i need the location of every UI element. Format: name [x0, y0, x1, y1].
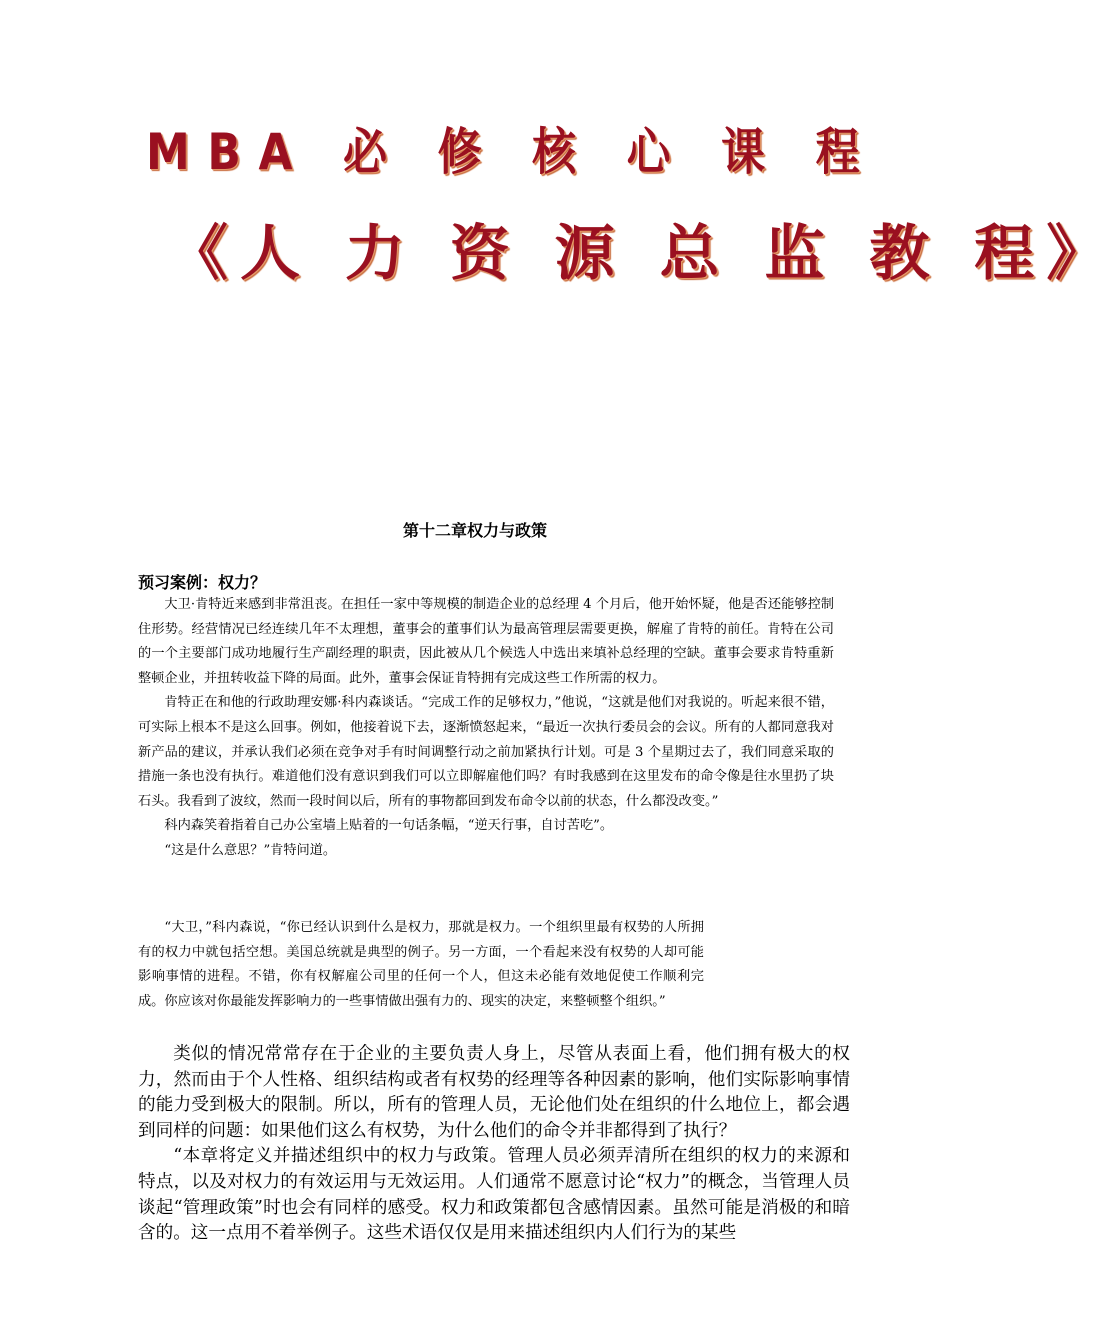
case-paragraph: 大卫·肯特近来感到非常沮丧。在担任一家中等规模的制造企业的总经理 4 个月后，他开始怀疑，他是否还能够控制住形势。经营情况已经连续几年不太理想，董事会的董事们认为最高管理层需要更换，解雇了肯特的前任。肯特在公司的一个主要部门成功地履行生产副经理的职责，因此被从几个候选人中选出来填补总经理的空缺。董事会要求肯特重新整顿企业，并扭转收益下降的局面。此外，董事会保证肯特拥有完成这些工作所需的权力。 — [138, 597, 834, 686]
body-paragraph: “本章将定义并描述组织中的权力与政策。管理人员必须弄清所在组织的权力的来源和特点，以及对权力的有效运用与无效运用。人们通常不愿意讨论“权力”的概念，当管理人员谈起“管理政策”时也会有同样的感受。权力和政策都包含感情因素。虽然可能是消极的和暗含的。这一点用不着举例子。这些术语仅仅是用来描述组织内人们行为的某些 — [138, 1146, 850, 1244]
case-title: 预习案例：权力？ — [138, 573, 267, 592]
case-study-text — [138, 593, 834, 864]
case-quote-text — [138, 916, 704, 1014]
case-paragraph: “这是什么意思？”肯特问道。 — [164, 842, 337, 858]
case-paragraph: 肯特正在和他的行政助理安娜·科内森谈话。“完成工作的足够权力，”他说，“这就是他们对我说的。听起来很不错，可实际上根本不是这么回事。例如，他接着说下去，逐渐愤怒起来，“最近一次执行委员会的会议。所有的人都同意我对新产品的建议，并承认我们必须在竞争对手有时间调整行动之前加紧执行计划。可是 3 个星期过去了，我们同意采取的措施一条也没有执行。难道他们没有意识到我们可以立即解雇他们吗？有时我感到在这里发布的命令像是往水里扔了块石头。我看到了波纹，然而一段时间以后，所有的事物都回到发布命令以前的状态，什么都没改变。” — [138, 695, 834, 809]
chapter-heading: 第十二章权力与政策 — [402, 521, 547, 540]
chapter-body-text — [138, 1042, 850, 1247]
case-paragraph: 科内森笑着指着自己办公室墙上贴着的一句话条幅，“逆天行事，自讨苦吃”。 — [164, 818, 614, 834]
case-quote-paragraph: “大卫，”科内森说，“你已经认识到什么是权力，那就是权力。一个组织里最有权势的人所拥有的权力中就包括空想。美国总统就是典型的例子。另一方面，一个看起来没有权势的人却可能影响事情的进程。不错，你有权解雇公司里的任何一个人，但这未必能有效地促使工作顺利完成。你应该对你最能发挥影响力的一些事情做出强有力的、现实的决定，来整顿整个组织。” — [138, 920, 704, 1009]
cover-title-line1: MBA 必 修 核 心 课 程 — [146, 123, 878, 181]
cover-title-line2: 《人 力 资 源 总 监 教 程》 — [168, 219, 1118, 289]
body-paragraph: 类似的情况常常存在于企业的主要负责人身上，尽管从表面上看，他们拥有极大的权力，然而由于个人性格、组织结构或者有权势的经理等各种因素的影响，他们实际影响事情的能力受到极大的限制。所以，所有的管理人员，无论他们处在组织的什么地位上，都会遇到同样的问题：如果他们这么有权势，为什么他们的命令并非都得到了执行？ — [138, 1044, 850, 1141]
